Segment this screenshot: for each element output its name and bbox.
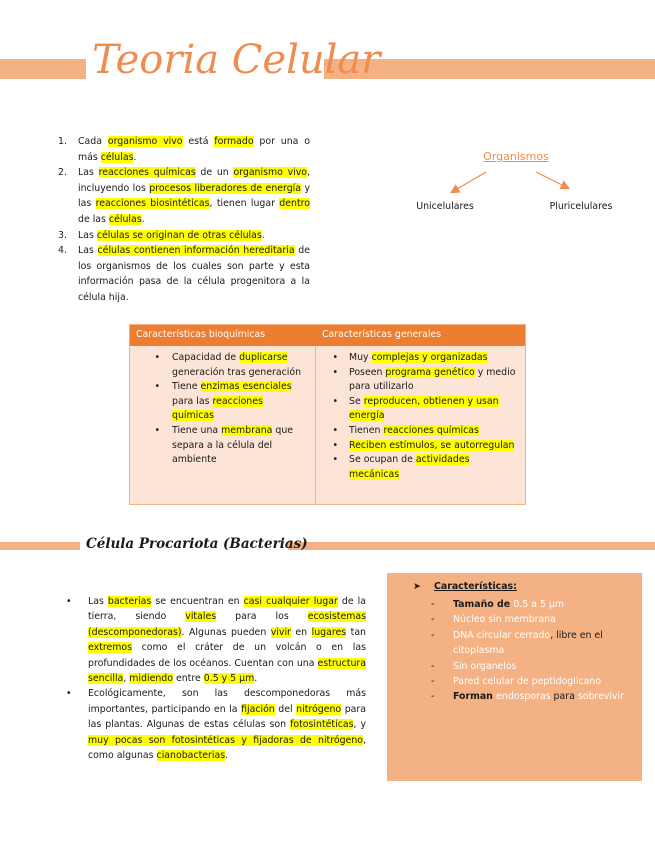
principle-item <box>58 134 310 165</box>
text-run: DNA circular cerrado <box>453 629 551 641</box>
text-run: 0.5 a 5 µm <box>513 599 564 610</box>
highlighted-text: casi cualquier lugar <box>243 596 338 607</box>
characteristics-title: Características: <box>434 581 517 592</box>
bullet-icon: • <box>332 352 338 363</box>
highlighted-text: complejas y organizadas <box>371 352 488 363</box>
organisms-unicellular: Unicelulares <box>416 201 474 212</box>
text-run: Tiene <box>172 381 201 393</box>
dash-bullet-icon: - <box>431 691 435 703</box>
highlighted-text: células <box>108 213 142 225</box>
highlighted-text: ecosistemas <box>307 611 366 623</box>
table-bullet-item <box>316 351 526 366</box>
table-body <box>130 346 525 504</box>
text-run: Las <box>78 167 99 179</box>
text-run: Poseen <box>349 366 386 378</box>
text-run: endosporas <box>496 691 551 703</box>
characteristic-text <box>453 659 631 674</box>
principle-text <box>78 228 310 244</box>
text-run: . <box>133 151 137 163</box>
arrow-to-pluricelulares <box>536 172 568 188</box>
highlighted-text: estructura sencilla <box>88 657 366 685</box>
table-bullet-item <box>316 395 526 424</box>
table-column-biochemical <box>130 346 316 504</box>
text-run: para <box>550 691 578 703</box>
characteristic-item <box>431 674 631 689</box>
table-bullet-text <box>172 351 315 380</box>
text-run: para los <box>216 611 308 623</box>
text-run: y las <box>78 182 311 210</box>
principle-text <box>78 134 310 165</box>
bullet-icon: • <box>332 395 338 407</box>
highlighted-text: procesos liberadores de energía <box>149 182 302 194</box>
characteristics-list <box>431 597 631 705</box>
text-run: de un <box>195 167 234 179</box>
text-run: Las <box>88 596 108 607</box>
arrowhead-bullet-icon: ➤ <box>413 581 421 592</box>
cell-theory-principles <box>58 134 310 306</box>
bullet-icon: • <box>154 424 160 436</box>
bullet-icon: • <box>332 366 338 378</box>
highlighted-text: vitales <box>185 611 217 623</box>
highlighted-text: reacciones químicas <box>98 167 196 179</box>
text-run: , incluyendo los <box>78 167 310 194</box>
table-header-general: Características generales <box>322 329 442 340</box>
text-run: , y <box>353 719 366 731</box>
table-bullet-text <box>349 439 526 454</box>
principle-number: 2. <box>58 167 67 179</box>
table-bullet-text <box>349 366 526 395</box>
characteristic-item <box>431 597 631 612</box>
characteristic-item <box>431 612 631 627</box>
bullet-icon: • <box>332 439 338 451</box>
text-run: . <box>254 673 258 685</box>
section-title: Célula Procariota (Bacterias) <box>86 536 308 552</box>
text-run: , como algunas <box>88 734 366 762</box>
characteristics-box <box>387 573 642 781</box>
bullet-icon: • <box>66 688 72 700</box>
highlighted-text: extremos <box>88 642 132 654</box>
principle-text <box>78 243 310 305</box>
highlighted-text: duplicarse <box>239 352 288 363</box>
table-bullet-item <box>130 424 315 468</box>
text-run: de los organismos de los cuales son parte y esta información pasa de la célula progenitora a la célula hija. <box>78 245 310 303</box>
text-run: Capacidad de <box>172 352 240 363</box>
organisms-arrows <box>440 168 580 198</box>
highlighted-text: células contienen información hereditaria <box>97 245 295 257</box>
dash-bullet-icon: - <box>431 614 435 626</box>
highlighted-text: formado <box>214 136 254 147</box>
paragraph-text <box>88 594 366 686</box>
bullet-icon: • <box>154 352 160 363</box>
principle-number: 1. <box>58 136 67 147</box>
highlighted-text: organismo vivo <box>107 136 183 147</box>
text-run: Núcleo sin membrana <box>453 614 556 626</box>
text-run: por una o más <box>78 136 310 163</box>
page-title: Teoria Celular <box>92 37 381 83</box>
characteristic-text <box>453 597 631 612</box>
paragraph-text <box>88 686 366 763</box>
bullet-icon: • <box>332 424 338 436</box>
highlighted-text: células se originan de otras células <box>96 229 262 241</box>
dash-bullet-icon: - <box>431 660 435 672</box>
principle-number: 3. <box>58 229 67 241</box>
dash-bullet-icon: - <box>431 599 435 610</box>
table-column-general <box>316 346 526 504</box>
highlighted-text: reacciones químicas <box>172 395 263 422</box>
bullet-icon: • <box>154 381 160 393</box>
table-header <box>130 325 525 346</box>
text-run: Forman <box>453 691 497 703</box>
text-run: Sin organelos <box>453 660 517 672</box>
table-bullet-text <box>172 424 315 468</box>
highlighted-text: programa genético <box>385 366 475 378</box>
highlighted-text: (descomponedoras) <box>88 626 182 638</box>
text-run: , <box>123 673 130 685</box>
characteristic-text <box>453 628 631 659</box>
table-bullet-text <box>349 351 526 366</box>
table-bullet-item <box>130 380 315 424</box>
highlighted-text: vivir <box>270 626 291 638</box>
organisms-title: Organismos <box>483 150 549 163</box>
highlighted-text: lugares <box>311 626 347 638</box>
text-run: . <box>225 750 229 762</box>
text-run: . Algunas pueden <box>181 626 271 638</box>
highlighted-text: 0.5 y 5 µm <box>203 673 255 685</box>
text-run: Pared celular de peptidoglicano <box>453 676 602 688</box>
highlighted-text: actividades mecánicas <box>349 454 470 480</box>
highlighted-text: nitrógeno <box>296 703 342 715</box>
text-run: de la tierra, siendo <box>88 596 366 623</box>
table-bullet-text <box>172 380 315 424</box>
text-run: de las <box>78 213 109 225</box>
text-run: generación tras generación <box>172 366 302 378</box>
text-run: Cada <box>78 136 108 147</box>
dash-bullet-icon: - <box>431 676 435 688</box>
section-decoration-left <box>0 542 80 550</box>
text-run: se encuentran en <box>151 596 244 607</box>
table-bullet-text <box>349 453 526 482</box>
paragraph-item <box>66 686 366 763</box>
prokaryote-paragraphs <box>66 594 366 763</box>
highlighted-text: dentro <box>279 198 311 210</box>
principle-item <box>58 228 310 244</box>
table-bullet-item <box>316 453 526 482</box>
characteristic-text <box>453 612 631 627</box>
table-bullet-item <box>316 366 526 395</box>
text-run: citoplasma <box>453 645 505 657</box>
text-run: entre <box>172 673 204 685</box>
text-run: y medio para utilizarlo <box>349 366 516 393</box>
text-run: Ecológicamente, son las descomponedoras más importantes, participando en la <box>88 688 366 715</box>
text-run: del <box>274 703 297 715</box>
text-run: como el cráter de un volcán o en las profundidades de los océanos. Cuentan con una <box>88 642 366 669</box>
highlighted-text: muy pocas son fotosintéticas y fijadoras de nitrógeno <box>88 734 364 746</box>
principle-item <box>58 165 310 227</box>
highlighted-text: células <box>100 151 134 163</box>
dash-bullet-icon: - <box>431 629 435 641</box>
table-bullet-text <box>349 395 526 424</box>
table-header-biochemical: Características bioquímicas <box>136 329 266 340</box>
highlighted-text: Reciben estímulos, se autorregulan <box>349 439 515 451</box>
text-run: Tamaño de <box>453 599 514 610</box>
highlighted-text: midiendo <box>129 673 173 685</box>
section-decoration-right <box>288 542 655 550</box>
highlighted-text: organismo vivo <box>233 167 308 179</box>
characteristic-item <box>431 659 631 674</box>
text-run: Se ocupan de <box>349 454 416 466</box>
characteristic-text <box>453 674 631 689</box>
highlighted-text: bacterias <box>107 596 152 607</box>
highlighted-text: fijación <box>241 703 275 715</box>
principle-text <box>78 165 310 227</box>
text-run: , tienen lugar <box>209 198 280 210</box>
title-decoration-left <box>0 59 86 79</box>
bullet-icon: • <box>66 596 72 607</box>
table-bullet-item <box>130 351 315 380</box>
paragraph-item <box>66 594 366 686</box>
highlighted-text: cianobacterias <box>156 750 226 762</box>
highlighted-text: reacciones químicas <box>383 424 479 436</box>
text-run: Se <box>349 395 364 407</box>
text-run: para las plantas. Algunas de estas células son <box>88 703 366 731</box>
characteristic-text <box>453 689 631 704</box>
text-run: para las <box>172 395 213 407</box>
highlighted-text: reacciones biosintéticas <box>95 198 210 210</box>
text-run: que separa a la célula del ambiente <box>172 424 294 466</box>
text-run: tan <box>346 626 367 638</box>
text-run: . <box>141 213 145 225</box>
text-run: Las <box>78 229 97 241</box>
highlighted-text: fotosintéticas <box>290 719 354 731</box>
text-run: sobrevivir <box>577 691 624 703</box>
text-run: Muy <box>349 352 372 363</box>
arrow-to-unicelulares <box>452 172 486 192</box>
organisms-multicellular: Pluricelulares <box>549 201 613 212</box>
text-run: en <box>290 626 312 638</box>
highlighted-text: membrana <box>221 424 273 436</box>
highlighted-text: reproducen, obtienen y usan energía <box>349 395 499 422</box>
text-run: Las <box>78 245 98 257</box>
principle-item <box>58 243 310 305</box>
highlighted-text: enzimas esenciales <box>200 381 292 393</box>
text-run: Tienen <box>349 424 384 436</box>
table-bullet-text <box>349 424 526 439</box>
bullet-icon: • <box>332 454 338 466</box>
table-bullet-item <box>316 424 526 439</box>
characteristic-item <box>431 628 631 659</box>
text-run: Tiene una <box>172 424 222 436</box>
text-run: está <box>182 136 215 147</box>
text-run: . <box>261 229 265 241</box>
characteristic-item <box>431 689 631 704</box>
text-run: , libre en el <box>550 629 603 641</box>
principle-number: 4. <box>58 245 67 257</box>
characteristics-table <box>129 324 526 505</box>
table-bullet-item <box>316 439 526 454</box>
